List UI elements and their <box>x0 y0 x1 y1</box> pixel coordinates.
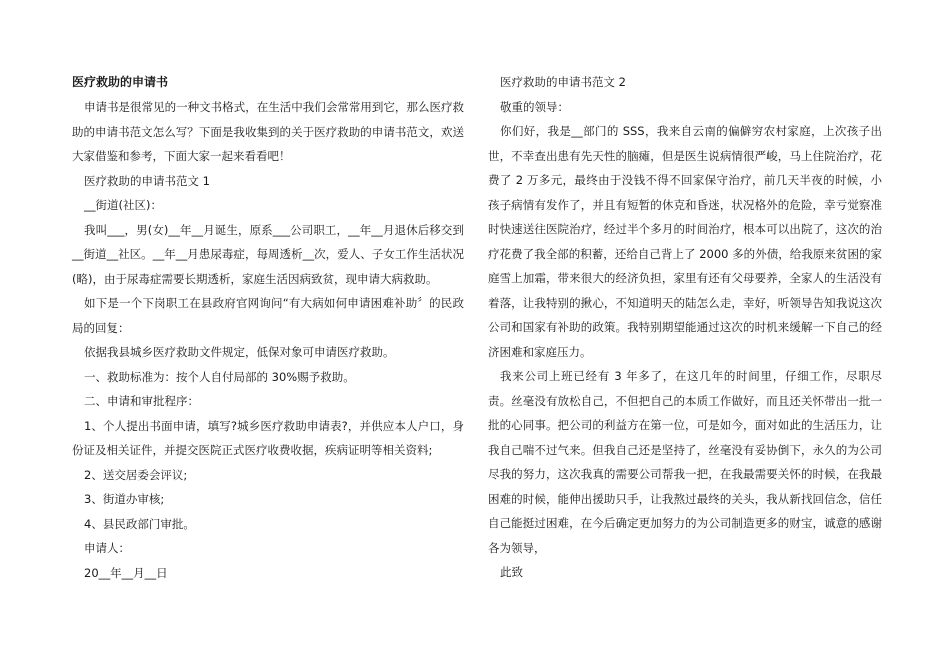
letter-body-paragraph-2: 我来公司上班已经有 3 年多了，在这几年的时间里，仔细工作，尽职尽责。丝毫没有放松自己，不但把自己的本质工作做好，而且还关怀带出一批一批的心同事。把公司的利益方在第一位，可是如今，面对如此的生活压力，让我自己喘不过气来。但我自己还是坚持了，丝毫没有妥协倒下，永久的为公司尽我的努力，这次我真的需要公司帮我一把，在我最需要关怀的时候，在我最困难的时候，能伸出援助只手，让我熬过最终的关头，我从新找回信念，信任自己能挺过困难，在今后确定更加努力的为公司制造更多的财宝，诚意的感谢各为领导， <box>488 369 882 555</box>
salutation-line: 敬重的领导： <box>500 99 569 114</box>
reply-intro-paragraph: 如下是一个下岗职工在县政府官网询问“有大病如何申请困难补助〞的民政局的回复： <box>72 296 464 335</box>
letter-body-paragraph-1: 你们好，我是__部门的 SSS，我来自云南的偏僻穷农村家庭，上次孩子出世，不幸查出患有先天性的脑瘫，但是医生说病情很严峻，马上住院治疗，花费了 2 万多元，最终由于没钱不得不回家保守治疗，前几天半夜的时候，小孩子病情有发作了，并且有短暂的休克和昏迷，状况格外的危险，幸亏觉察准时快速送往医院治疗，经过半个多月的时间治疗，根本可以出院了，这次的治疗花费了我全部的积蓄，还给自己背上了 2000 多的外债，给我原来贫困的家庭雪上加霜，带来很大的经济负担，家里有还有父母要养，全家人的生活没有着落，让我特别的揪心，不知道明天的陆怎么走，幸好，听领导告知我说这次公司和国家有补助的政策。我特别期望能通过这次的时机来缓解一下自己的经济困难和家庭压力。 <box>488 124 882 359</box>
procedure-step-2: 2、送交居委会评议; <box>84 467 188 482</box>
sample-heading-1: 医疗救助的申请书范文 1 <box>84 173 210 188</box>
addressee-line: __街道(社区)： <box>84 198 162 212</box>
procedure-step-3: 3、街道办审核; <box>84 492 165 506</box>
intro-paragraph: 申请书是很常见的一种文书格式，在生活中我们会常常用到它，那么医疗救助的申请书范文怎么写？下面是我收集到的关于医疗救助的申请书范文，欢送大家借鉴和参考，下面大家一起来看看吧！ <box>72 100 464 163</box>
procedure-step-1: 1、个人提出书面申请，填写?城乡医疗救助申请表?，并供应本人户口，身份证及相关证件，并提交医院正式医疗收费收据，疾病证明等相关资料; <box>72 418 464 457</box>
standard-paragraph: 一、救助标准为：按个人自付局部的 30%赐予救助。 <box>84 369 355 384</box>
left-column <box>72 70 464 585</box>
document-title: 医疗救助的申请书 <box>72 75 169 89</box>
procedure-step-4: 4、县民政部门审批。 <box>84 516 195 531</box>
policy-paragraph: 依据我县城乡医疗救助文件规定，低保对象可申请医疗救助。 <box>84 345 395 359</box>
applicant-paragraph: 我叫___，男(女)__年__月诞生，原系___公司职工，__年__月退休后移交到__街道__社区。__年__月患尿毒症，每周透析__次，爱人、子女工作生活状况(略)，由于尿毒症需要长期透析，家庭生活因病致贫，现申请大病救助。 <box>72 222 464 286</box>
right-column <box>488 70 882 585</box>
procedure-heading: 二、申请和审批程序： <box>84 394 199 408</box>
date-line: 20__年__月__日 <box>84 565 168 580</box>
applicant-signature-label: 申请人： <box>84 541 130 555</box>
sample-heading-2: 医疗救助的申请书范文 2 <box>500 75 626 89</box>
closing-line: 此致 <box>500 565 523 579</box>
